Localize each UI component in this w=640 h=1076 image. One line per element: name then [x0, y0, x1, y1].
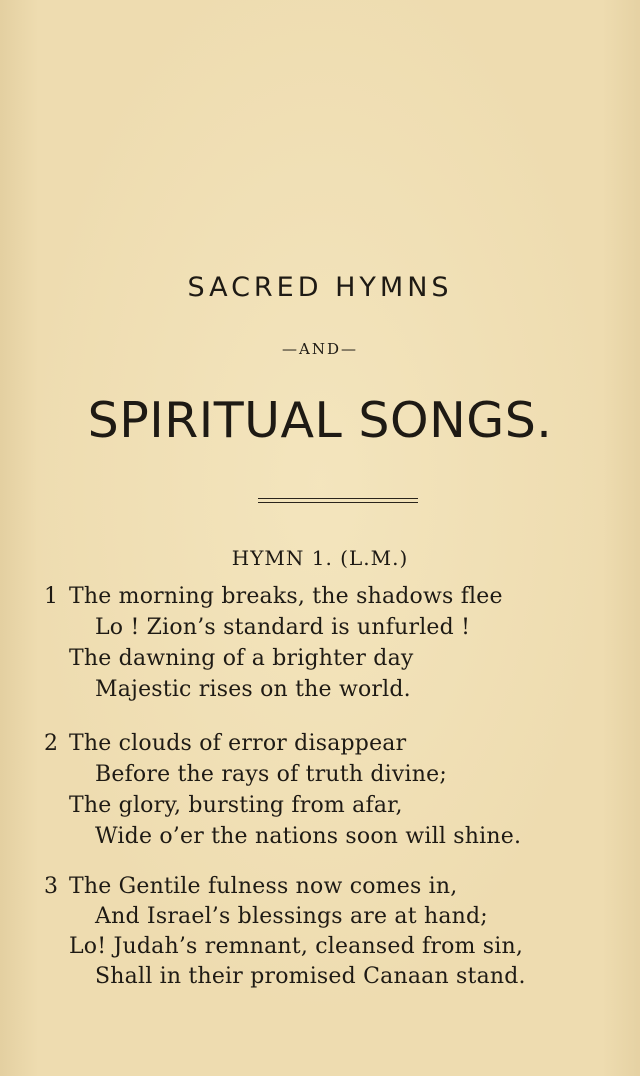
and-connector: —AND—: [282, 340, 358, 358]
double-rule-bottom: [258, 502, 418, 503]
verse-1-line-2: Lo ! Zion’s standard is unfurled !: [95, 615, 471, 640]
verse-3-line-4: Shall in their promised Canaan stand.: [95, 964, 526, 989]
sacred-hymns-heading: SACRED HYMNS: [187, 272, 453, 303]
verse-1-line-3: The dawning of a brighter day: [69, 646, 414, 671]
verse-2-line-4: Wide o’er the nations soon will shine.: [95, 824, 522, 849]
hymn-title: HYMN 1. (L.M.): [231, 546, 409, 570]
verse-1-number: 1: [44, 584, 58, 609]
verse-2-line-2: Before the rays of truth divine;: [95, 762, 447, 787]
verse-3-line-3: Lo! Judah’s remnant, cleansed from sin,: [69, 934, 524, 959]
verse-3-number: 3: [44, 874, 58, 899]
verse-1-line-4: Majestic rises on the world.: [95, 677, 411, 702]
verse-2-line-1: The clouds of error disappear: [69, 731, 407, 756]
spiritual-songs-heading: SPIRITUAL SONGS.: [87, 392, 553, 449]
verse-2-number: 2: [44, 731, 58, 756]
verse-3-line-1: The Gentile fulness now comes in,: [69, 874, 458, 899]
double-rule-top: [258, 498, 418, 499]
verse-2-line-3: The glory, bursting from afar,: [69, 793, 403, 818]
verse-1-line-1: The morning breaks, the shadows flee: [69, 584, 503, 609]
verse-3-line-2: And Israel’s blessings are at hand;: [95, 904, 488, 929]
